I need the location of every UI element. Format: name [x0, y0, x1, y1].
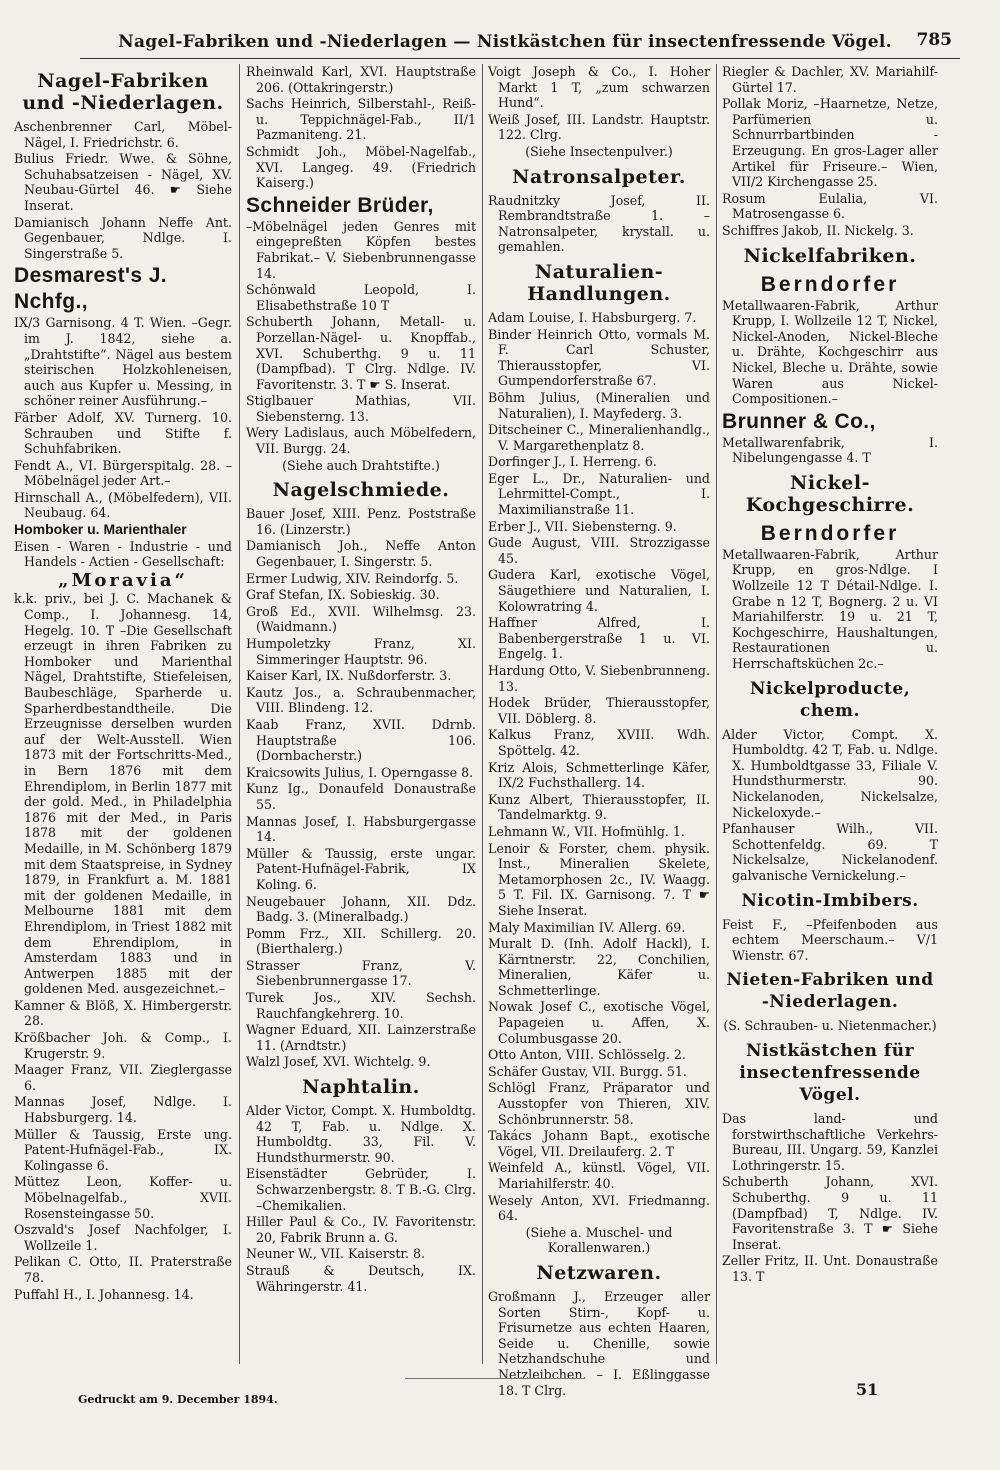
column-4	[722, 64, 938, 1364]
list-item: Lenoir & Forster, chem. physik. Inst., Mineralien Skelete, Metamorphosen 2c., IV. Waagg. 5 T. Fil. IX. Garnisong. 7. T ☛ Siehe Inserat.	[488, 840, 710, 918]
list-item: Bauer Josef, XIII. Penz. Poststraße 16. (Linzerstr.)	[246, 506, 476, 537]
list-item: Erber J., VII. Siebensterng. 9.	[488, 518, 677, 534]
list-item: Das land- und forstwirthschaftliche Verkehrs-Bureau, III. Ungarg. 59, Kanzlei Lothringerstr. 15.	[722, 1110, 938, 1173]
list-item: Pfanhauser Wilh., VII. Schottenfeldg. 69. T Nickelsalze, Nickelanodenf. galvanische Vernickelung.–	[722, 821, 938, 883]
list-item: Otto Anton, VIII. Schlösselg. 2.	[488, 1047, 686, 1063]
print-date: Gedruckt am 9. December 1894.	[78, 1393, 278, 1406]
list-item: Gude August, VIII. Strozzigasse 45.	[488, 535, 710, 566]
list-item: Kaab Franz, XVII. Ddrnb. Hauptstraße 106. (Dornbacherstr.)	[246, 716, 476, 764]
list-item: Hardung Otto, V. Siebenbrunneng. 13.	[488, 663, 710, 694]
section-heading: Naphtalin.	[302, 1076, 420, 1099]
columns-container	[14, 64, 938, 1398]
list-item: Strasser Franz, V. Siebenbrunnergasse 17.	[246, 957, 476, 989]
list-item: Kautz Jos., a. Schraubenmacher, VIII. Blindeng. 12.	[246, 684, 476, 716]
list-item: Groß Ed., XVII. Wilhelmsg. 23. (Waidmann.)	[246, 603, 476, 635]
section-heading: Naturalien-Handlungen.	[527, 260, 671, 305]
list-item: Wagner Eduard, XII. Lainzerstraße 11. (Arndtstr.)	[246, 1022, 476, 1053]
list-item: Weinfeld A., künstl. Vögel, VII. Mariahilferstr. 40.	[488, 1160, 710, 1191]
column-divider	[239, 64, 240, 1364]
list-item: Hiller Paul & Co., IV. Favoritenstr. 20, Fabrik Brunn a. G.	[246, 1214, 476, 1245]
column-2	[246, 64, 476, 1364]
page-number: 785	[916, 30, 952, 50]
list-item: Schuberth Johann, Metall- u. Porzellan-Nägel- u. Knopffab., XVI. Schuberthg. 9 u. 11 (Dampfbad). T Clrg. Ndlge. IV. Favoritenstr. 3. T ☛ S. Inserat.	[246, 314, 476, 392]
list-item: Mannas Josef, I. Habsburgergasse 14.	[246, 813, 476, 845]
list-item: Wery Ladislaus, auch Möbelfedern, VII. Burgg. 24.	[246, 425, 476, 457]
list-item: Kamner & Blöß, X. Himbergerstr. 28.	[14, 997, 232, 1029]
list-item: Schmidt Joh., Möbel-Nagelfab., XVI. Langeg. 49. (Friedrich Kaiserg.)	[246, 143, 476, 191]
list-item: Oszvald's Josef Nachfolger, I. Wollzeile 1.	[14, 1222, 232, 1253]
list-item: Weiß Josef, III. Landstr. Hauptstr. 122. Clrg.	[488, 111, 710, 143]
list-item: Haffner Alfred, I. Babenbergerstraße 1 u. VI. Engelg. 1.	[488, 615, 710, 662]
advertiser-name: Schneider Brüder,	[246, 193, 434, 217]
list-item: Graf Stefan, IX. Sobieskig. 30.	[246, 587, 440, 603]
section-heading: Nickelproducte, chem.	[749, 678, 911, 721]
list-item: Schiffres Jakob, II. Nickelg. 3.	[722, 222, 914, 238]
list-item: Stiglbauer Mathias, VII. Siebensterng. 13.	[246, 393, 476, 424]
list-item: Färber Adolf, XV. Turnerg. 10. Schrauben und Stifte f. Schuhfabriken.	[14, 409, 232, 457]
list-item: Schäfer Gustav, VII. Burgg. 51.	[488, 1063, 687, 1079]
section-heading: Nagel-Fabriken und -Niederlagen.	[22, 70, 224, 114]
list-item: Voigt Joseph & Co., I. Hoher Markt 1 T, „zum schwarzen Hund“.	[488, 64, 710, 111]
sheet-number: 51	[856, 1380, 879, 1399]
list-item: Schlögl Franz, Präparator und Ausstopfer von Thieren, XIV. Schönbrunnerstr. 58.	[488, 1080, 710, 1127]
list-item: Wesely Anton, XVI. Friedmanng. 64.	[488, 1192, 710, 1224]
running-header	[80, 30, 960, 59]
list-item: Ditscheiner C., Mineralienhandlg., V. Margarethenplatz 8.	[488, 422, 710, 453]
list-item: Zeller Fritz, II. Unt. Donaustraße 13. T	[722, 1253, 938, 1284]
section-heading: Nickelfabriken.	[743, 244, 917, 267]
list-item: Maager Franz, VII. Zieglergasse 6.	[14, 1062, 232, 1093]
list-item: Humpoletzky Franz, XI. Simmeringer Hauptstr. 96.	[246, 636, 476, 667]
advertiser-name: Brunner & Co.,	[722, 409, 876, 433]
list-item: Krößbacher Joh. & Comp., I. Krugerstr. 9.	[14, 1030, 232, 1061]
list-item: Pomm Frz., XII. Schillerg. 20. (Bierthalerg.)	[246, 925, 476, 957]
list-item: Metallwarenfabrik, I. Nibelungengasse 4. T	[722, 434, 938, 466]
list-item: Alder Victor, Compt. X. Humboldtg. 42 T, Fab. u. Ndlge. X. Humboldtg. 33, Fil. V. Hundsthurmerstr. 90.	[246, 1103, 476, 1165]
advertiser-name: Desmarest's J. Nchfg.,	[14, 264, 168, 314]
list-item: Eisen - Waren - Industrie - und Handels - Actien - Gesellschaft:	[14, 538, 232, 570]
section-heading: Nagelschmiede.	[272, 479, 450, 502]
list-item: Muralt D. (Inh. Adolf Hackl), I. Kärntnerstr. 22, Conchilien, Mineralien, Käfer u. Schmetterlinge.	[488, 936, 710, 998]
list-item: Takács Johann Bapt., exotische Vögel, VII. Dreilauferg. 2. T	[488, 1128, 710, 1159]
list-item: Damianisch Joh., Neffe Anton Gegenbauer, I. Singerstr. 5.	[246, 538, 476, 570]
list-item: Turek Jos., XIV. Sechsh. Rauchfangkehrerg. 10.	[246, 990, 476, 1021]
list-item: Kraicsowits Julius, I. Operngasse 8.	[246, 764, 474, 780]
list-item: Schuberth Johann, XVI. Schuberthg. 9 u. 11 (Dampfbad) T, Ndlge. IV. Favoritenstraße 3. T ☛ Siehe Inserat.	[722, 1174, 938, 1252]
cross-reference: (S. Schrauben- u. Nietenmacher.)	[723, 1018, 937, 1034]
list-item: k.k. priv., bei J. C. Machanek & Comp., I. Johannesg. 14, Hegelg. 10. T –Die Gesellschaft erzeugt in ihren Fabriken zu Homboker und Marienthal Nägel, Drahtstifte, Stiefeleisen, Baubeschläge, Sparherde u. Sparherdbestandtheile. Die Erzeugnisse derselben wurden auf der Welt-Ausstell. Wien 1873 mit der Fortschritts-Med., in Bern 1876 mit dem Ehrendiplom, in Berlin 1877 mit der gold. Med., in Philadelphia 1876 mit der Med., in Paris 1878 mit der goldenen Medaille, in M. Schönberg 1879 mit dem Staatspreise, in Sydney 1879, in Frankfurt a. M. 1881 mit der goldenen Medaille, in Melbourne 1881 mit dem Ehrendiplom, in Triest 1882 mit dem Ehrendiplom, in Amsterdam 1883 und in Antwerpen 1885 mit der goldenen Med. ausgezeichnet.–	[14, 591, 232, 997]
list-item: Puffahl H., I. Johannesg. 14.	[14, 1286, 194, 1302]
list-item: Lehmann W., VII. Hofmühlg. 1.	[488, 823, 685, 839]
list-item: Pelikan C. Otto, II. Praterstraße 78.	[14, 1254, 232, 1285]
list-item: Damianisch Johann Neffe Ant. Gegenbauer, Ndlge. I. Singerstraße 5.	[14, 214, 232, 261]
section-heading: Natronsalpeter.	[512, 165, 686, 188]
column-3	[488, 64, 710, 1398]
list-item: Kalkus Franz, XVIII. Wdh. Spöttelg. 42.	[488, 727, 710, 758]
advertiser-name: Berndorfer	[760, 272, 900, 296]
list-item: Großmann J., Erzeuger aller Sorten Stirn-, Kopf- u. Frisurnetze aus echten Haaren, Seide u. Chenille, sowie Netzhandschuhe und Netzleibchen. – I. Eßlinggasse 18. T Clrg.	[488, 1288, 710, 1398]
list-item: Hodek Brüder, Thierausstopfer, VII. Döblerg. 8.	[488, 695, 710, 726]
company-brand: „Moravia“	[58, 569, 188, 591]
list-item: Müttez Leon, Koffer- u. Möbelnagelfab., XVII. Rosensteingasse 50.	[14, 1174, 232, 1221]
list-item: Alder Victor, Compt. X. Humboldtg. 42 T, Fab. u. Ndlge. X. Humboldtgasse 33, Filiale V. Hundsthurmerstr. 90. Nickelanoden, Nickelsalze, Nickeloxyde.–	[722, 726, 938, 820]
list-item: Hirnschall A., (Möbelfedern), VII. Neubaug. 64.	[14, 489, 232, 521]
section-heading: Nicotin-Imbibers.	[741, 890, 919, 911]
list-item: Kriz Alois, Schmetterlinge Käfer, IX/2 Fuchsthallerg. 14.	[488, 759, 710, 791]
list-item: Neuner W., VII. Kaiserstr. 8.	[246, 1246, 426, 1262]
section-heading: Nieten-Fabriken und -Niederlagen.	[726, 970, 934, 1013]
list-item: Metallwaaren-Fabrik, Arthur Krupp, I. Wollzeile 12 T, Nickel, Nickel-Anoden, Nickel-Bleche u. Drähte, Kochgeschirr aus Nickel, Bleche u. Drähte, sowie Waren aus Nickel-Compositionen.–	[722, 297, 938, 407]
cross-reference: (Siehe auch Drahtstifte.)	[282, 457, 440, 473]
list-item: Aschenbrenner Carl, Möbel-Nägel, I. Friedrichstr. 6.	[14, 119, 232, 150]
list-item: Strauß & Deutsch, IX. Währingerstr. 41.	[246, 1262, 476, 1294]
list-item: Eisenstädter Gebrüder, I. Schwarzenbergstr. 8. T B.-G. Clrg. –Chemikalien.	[246, 1166, 476, 1213]
list-item: Nowak Josef C., exotische Vögel, Papageien u. Affen, X. Columbusgasse 20.	[488, 999, 710, 1046]
list-item: Pollak Moriz, –Haarnetze, Netze, Parfümerien u. Schnurrbartbinden - Erzeugung. En gros-Lager aller Artikel für Friseure.– Wien, VII/2 Kirchengasse 25.	[722, 96, 938, 190]
advertiser-name: Berndorfer	[760, 521, 900, 545]
section-heading: Netzwaren.	[536, 1261, 662, 1284]
list-item: Maly Maximilian IV. Allerg. 69.	[488, 919, 686, 935]
section-heading: Nistkästchen für insectenfressende Vögel.	[739, 1040, 921, 1105]
list-item: IX/3 Garnisong. 4 T. Wien. –Gegr. im J. 1842, siehe a. „Drahtstifte“. Nägel aus bestem steirischen Holzkohleneisen, auch aus Kupfer u. Messing, in schöner reiner Ausführung.–	[14, 315, 232, 409]
column-divider	[716, 64, 717, 1364]
list-item: Ermer Ludwig, XIV. Reindorfg. 5.	[246, 570, 459, 586]
column-divider	[482, 64, 483, 1364]
footer-rule	[405, 1378, 585, 1379]
list-item: Feist F., –Pfeifenboden aus echtem Meerschaum.– V/1 Wienstr. 67.	[722, 916, 938, 963]
list-item: Metallwaaren-Fabrik, Arthur Krupp, en gros-Ndlge. I Wollzeile 12 T Détail-Ndlge. I. Grabe n 12 T, Bognerg. 2 u. VI Mariahilferstr. 19 u. 21 T, Kochgeschirre, Haushaltungen, Restaurationen u. Herrschaftsküchen 2c.–	[722, 546, 938, 672]
list-item: Fendt A., VI. Bürgerspitalg. 28. –Möbelnägel jeder Art.–	[14, 457, 232, 489]
list-item: Kunz Albert, Thierausstopfer, II. Tandelmarktg. 9.	[488, 791, 710, 823]
list-item: Gudera Karl, exotische Vögel, Säugethiere und Naturalien, I. Kolowratring 4.	[488, 567, 710, 614]
list-item: Riegler & Dachler, XV. Mariahilf-Gürtel 17.	[722, 64, 938, 95]
list-item: Kaiser Karl, IX. Nußdorferstr. 3.	[246, 668, 452, 684]
list-item: Rheinwald Karl, XVI. Hauptstraße 206. (Ottakringerstr.)	[246, 64, 476, 95]
header-title: Nagel-Fabriken und -Niederlagen — Nistkästchen für insectenfressende Vögel.	[118, 32, 892, 52]
list-item: Schönwald Leopold, I. Elisabethstraße 10 T	[246, 282, 476, 313]
list-item: Neugebauer Johann, XII. Ddz. Badg. 3. (Mineralbadg.)	[246, 893, 476, 925]
list-item: Adam Louise, I. Habsburgerg. 7.	[488, 309, 697, 325]
list-item: Raudnitzky Josef, II. Rembrandtstraße 1. –Natronsalpeter, krystall. u. gemahlen.	[488, 192, 710, 255]
list-item: Müller & Taussig, erste ungar. Patent-Hufnägel-Fabrik, IX Koling. 6.	[246, 845, 476, 892]
list-item: –Möbelnägel jeden Genres mit eingepreßten Köpfen bestes Fabrikat.– V. Siebenbrunnengasse 14.	[246, 218, 476, 281]
list-item: Rosum Eulalia, VI. Matrosengasse 6.	[722, 190, 938, 222]
list-item: Walzl Josef, XVI. Wichtelg. 9.	[246, 1054, 431, 1070]
list-item: Eger L., Dr., Naturalien- und Lehrmittel-Compt., I. Maximilianstraße 11.	[488, 470, 710, 518]
list-item: Binder Heinrich Otto, vormals M. F. Carl Schuster, Thierausstopfer, VI. Gumpendorferstraße 67.	[488, 326, 710, 389]
cross-reference: (Siehe a. Muschel- und Korallenwaren.)	[525, 1224, 673, 1256]
list-item: Sachs Heinrich, Silberstahl-, Reiß- u. Teppichnägel-Fab., II/1 Pazmaniteng. 21.	[246, 96, 476, 143]
list-item: Dorfinger J., I. Herreng. 6.	[488, 454, 657, 470]
advertiser-name: Homboker u. Marienthaler	[14, 521, 187, 538]
column-1	[14, 64, 232, 1364]
list-item: Bulius Friedr. Wwe. & Söhne, Schuhabsatzeisen - Nägel, XV. Neubau-Gürtel 46. ☛ Siehe Inserat.	[14, 151, 232, 213]
list-item: Mannas Josef, Ndlge. I. Habsburgerg. 14.	[14, 1094, 232, 1126]
list-item: Müller & Taussig, Erste ung. Patent-Hufnägel-Fab., IX. Kolingasse 6.	[14, 1126, 232, 1173]
list-item: Kunz Ig., Donaufeld Donaustraße 55.	[246, 781, 476, 812]
section-heading: Nickel-Kochgeschirre.	[745, 471, 915, 516]
list-item: Böhm Julius, (Mineralien und Naturalien), I. Mayfederg. 3.	[488, 389, 710, 421]
cross-reference: (Siehe Insectenpulver.)	[525, 143, 673, 159]
